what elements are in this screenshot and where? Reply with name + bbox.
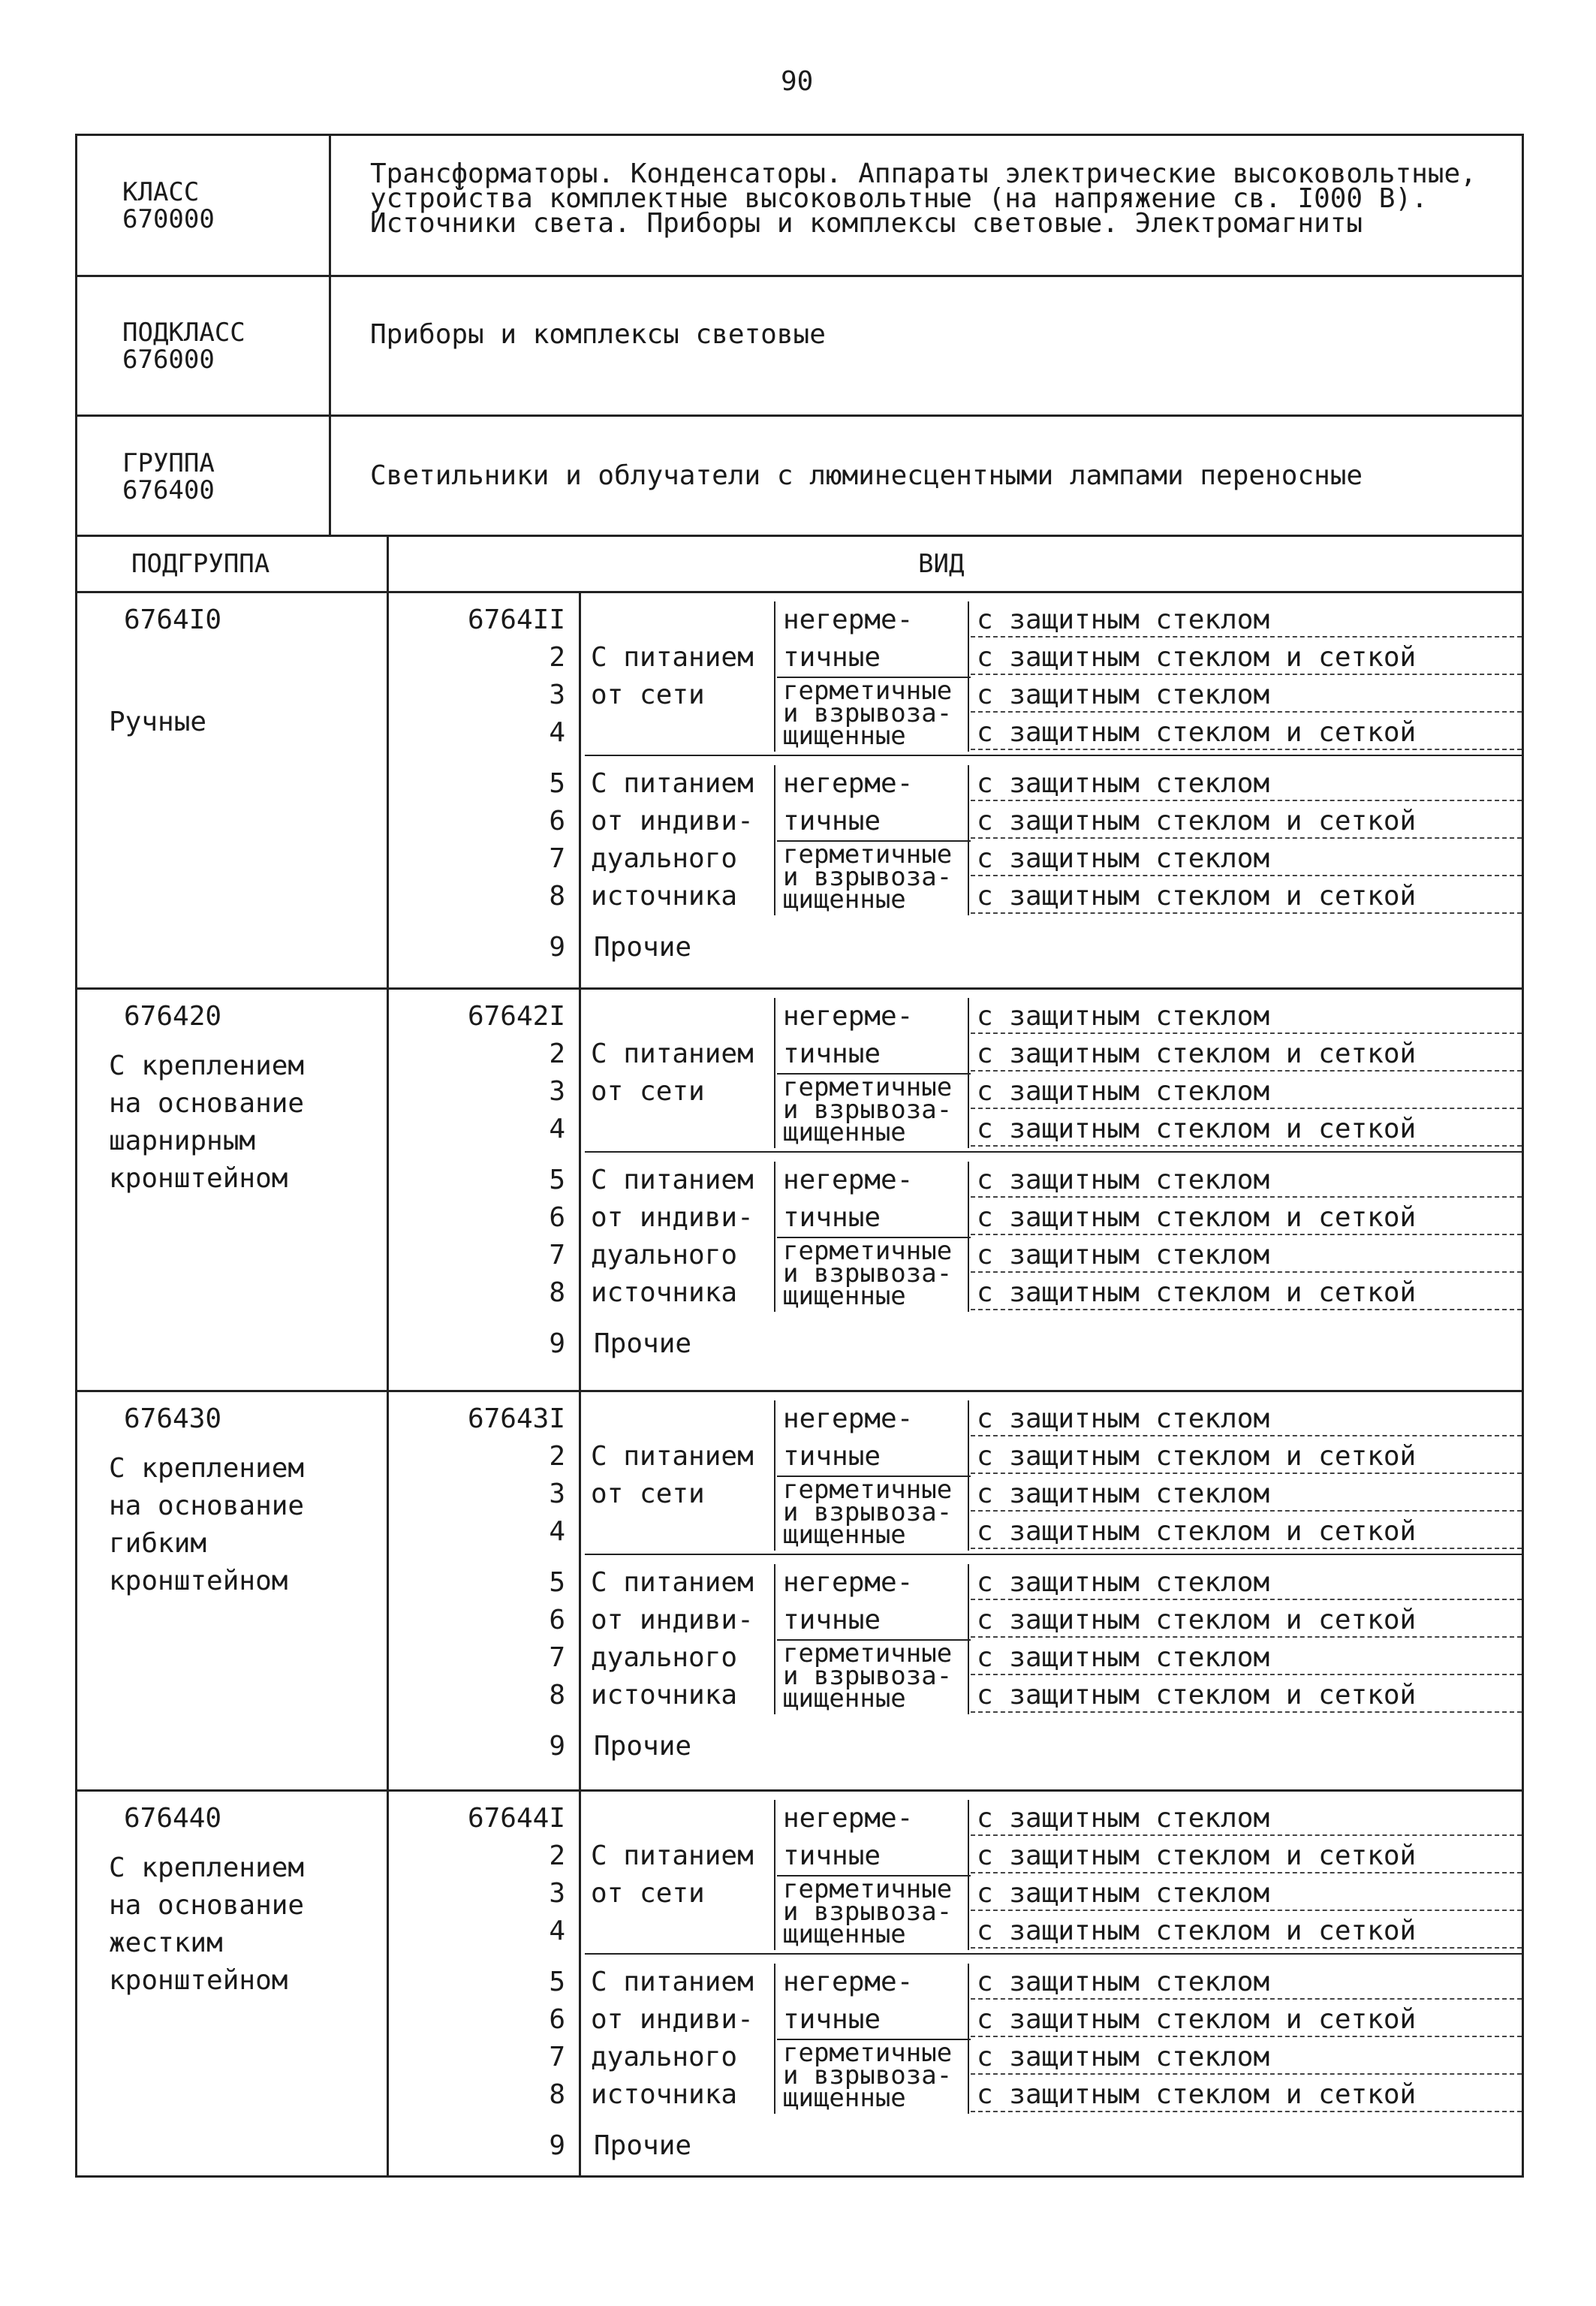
code-suffix: 9 bbox=[549, 1731, 565, 1762]
power-individual-line: от индиви- bbox=[591, 806, 754, 836]
power-individual-line: от индиви- bbox=[591, 1605, 754, 1635]
seal-separator bbox=[777, 1073, 971, 1075]
power-individual-line: С питанием bbox=[591, 768, 754, 799]
power-individual-line: дуального bbox=[591, 843, 738, 874]
subgroup-name-line: кронштейном bbox=[109, 1163, 288, 1194]
other-label: Прочие bbox=[594, 1731, 692, 1762]
sealed-line: и взрывоза- bbox=[783, 1897, 953, 1927]
class-description bbox=[370, 158, 1507, 239]
option-glass-mesh: с защитным стеклом и сеткой bbox=[977, 1038, 1417, 1069]
code-suffix: 8 bbox=[549, 1680, 565, 1711]
nonsealed-line: тичные bbox=[783, 1441, 881, 1472]
seal-column-divider bbox=[774, 765, 775, 915]
power-individual-line: С питанием bbox=[591, 1165, 754, 1195]
subclass-block bbox=[75, 275, 1524, 414]
option-column-divider bbox=[968, 1162, 969, 1312]
code-suffix: 8 bbox=[549, 881, 565, 912]
option-glass-mesh: с защитным стеклом и сеткой bbox=[977, 1114, 1417, 1144]
subclass-description: Приборы и комплексы световые bbox=[370, 319, 826, 350]
group-code: 676400 bbox=[122, 475, 215, 505]
option-glass: с защитным стеклом bbox=[977, 2042, 1270, 2072]
nonsealed-line: негерме- bbox=[783, 1967, 914, 1997]
option-glass-mesh: с защитным стеклом и сеткой bbox=[977, 1840, 1417, 1871]
sealed-line: герметичные bbox=[783, 1638, 953, 1668]
sealed-line: и взрывоза- bbox=[783, 1497, 953, 1527]
other-label: Прочие bbox=[594, 932, 692, 963]
sealed-line: герметичные bbox=[783, 1072, 953, 1102]
sealed-line: герметичные bbox=[783, 2038, 953, 2068]
code-suffix: 5 bbox=[549, 1967, 565, 1997]
nonsealed-line: негерме- bbox=[783, 1803, 914, 1834]
option-glass-mesh: с защитным стеклом и сеткой bbox=[977, 2079, 1417, 2110]
code-suffix: 4 bbox=[549, 717, 565, 748]
option-separator bbox=[971, 1599, 1522, 1600]
sealed-line: и взрывоза- bbox=[783, 1661, 953, 1691]
option-glass-mesh: с защитным стеклом и сеткой bbox=[977, 1441, 1417, 1472]
code-suffix: 4 bbox=[549, 1114, 565, 1144]
sealed-line: щищенные bbox=[783, 2083, 906, 2113]
power-individual-line: С питанием bbox=[591, 1567, 754, 1598]
option-separator bbox=[971, 1834, 1522, 1836]
nonsealed-line: негерме- bbox=[783, 1567, 914, 1598]
sealed-line: герметичные bbox=[783, 1475, 953, 1505]
classification-table bbox=[75, 535, 1524, 2178]
seal-column-divider bbox=[774, 1964, 775, 2114]
option-glass: с защитным стеклом bbox=[977, 1403, 1270, 1434]
sealed-line: и взрывоза- bbox=[783, 1095, 953, 1125]
option-column-divider bbox=[968, 601, 969, 752]
seal-column-divider bbox=[774, 1162, 775, 1312]
seal-separator bbox=[777, 1639, 971, 1641]
option-glass-mesh: с защитным стеклом и сеткой bbox=[977, 1605, 1417, 1635]
code-suffix: 9 bbox=[549, 932, 565, 963]
full-code: 67644I bbox=[467, 1803, 565, 1834]
seal-column-divider bbox=[774, 601, 775, 752]
nonsealed-line: тичные bbox=[783, 1605, 881, 1635]
option-column-divider bbox=[968, 1964, 969, 2114]
option-column-divider bbox=[968, 1400, 969, 1551]
code-suffix: 6 bbox=[549, 1605, 565, 1635]
subgroup-name-line: Ручные bbox=[109, 707, 207, 737]
subgroup-name-line: на основание bbox=[109, 1491, 305, 1521]
code-suffix: 3 bbox=[549, 1076, 565, 1107]
sealed-line: герметичные bbox=[783, 1236, 953, 1266]
section-divider bbox=[77, 987, 1522, 990]
option-glass: с защитным стеклом bbox=[977, 1240, 1270, 1271]
power-network-line: от сети bbox=[591, 680, 705, 710]
option-separator bbox=[971, 1548, 1522, 1549]
option-glass: с защитным стеклом bbox=[977, 1165, 1270, 1195]
option-separator bbox=[971, 1674, 1522, 1675]
option-separator bbox=[971, 1473, 1522, 1474]
code-suffix: 5 bbox=[549, 1165, 565, 1195]
option-glass: с защитным стеклом bbox=[977, 1567, 1270, 1598]
seal-separator bbox=[777, 840, 971, 842]
code-suffix: 4 bbox=[549, 1516, 565, 1547]
option-glass: с защитным стеклом bbox=[977, 1001, 1270, 1032]
option-separator bbox=[971, 1872, 1522, 1873]
option-glass: с защитным стеклом bbox=[977, 1479, 1270, 1509]
power-individual-line: источника bbox=[591, 1680, 738, 1711]
seal-column-divider bbox=[774, 1564, 775, 1714]
code-column-divider bbox=[579, 591, 581, 2175]
option-separator bbox=[971, 1636, 1522, 1638]
option-separator bbox=[971, 1711, 1522, 1713]
power-block-divider bbox=[585, 1953, 1522, 1955]
subgroup-name-line: С креплением bbox=[109, 1453, 305, 1484]
section-divider bbox=[77, 1390, 1522, 1392]
option-column-divider bbox=[968, 1564, 969, 1714]
subgroup-name-line: кронштейном bbox=[109, 1965, 288, 1996]
power-individual-line: источника bbox=[591, 2079, 738, 2110]
sealed-line: щищенные bbox=[783, 721, 906, 751]
option-column-divider bbox=[968, 998, 969, 1148]
sealed-line: щищенные bbox=[783, 1520, 906, 1550]
nonsealed-line: негерме- bbox=[783, 768, 914, 799]
sealed-line: и взрывоза- bbox=[783, 2060, 953, 2090]
option-glass-mesh: с защитным стеклом и сеткой bbox=[977, 2004, 1417, 2035]
seal-separator bbox=[777, 1476, 971, 1477]
power-block-divider bbox=[585, 1554, 1522, 1555]
option-separator bbox=[971, 2073, 1522, 2075]
code-suffix: 5 bbox=[549, 1567, 565, 1598]
subgroup-column-divider bbox=[387, 537, 389, 2175]
option-separator bbox=[971, 1510, 1522, 1512]
sealed-line: герметичные bbox=[783, 1874, 953, 1904]
sealed-line: щищенные bbox=[783, 1281, 906, 1311]
code-suffix: 9 bbox=[549, 1328, 565, 1359]
option-separator bbox=[971, 1108, 1522, 1109]
sealed-line: герметичные bbox=[783, 840, 953, 870]
subgroup-code: 676430 bbox=[124, 1403, 222, 1434]
group-description: Светильники и облучатели с люминесцентными лампами переносные bbox=[370, 460, 1363, 491]
code-suffix: 5 bbox=[549, 768, 565, 799]
subclass-code: 676000 bbox=[122, 344, 215, 375]
class-block bbox=[75, 134, 1524, 275]
code-suffix: 7 bbox=[549, 2042, 565, 2072]
other-label: Прочие bbox=[594, 1328, 692, 1359]
option-separator bbox=[971, 800, 1522, 801]
full-code: 67643I bbox=[467, 1403, 565, 1434]
code-suffix: 3 bbox=[549, 680, 565, 710]
nonsealed-line: тичные bbox=[783, 2004, 881, 2035]
option-glass-mesh: с защитным стеклом и сеткой bbox=[977, 1516, 1417, 1547]
code-suffix: 2 bbox=[549, 1038, 565, 1069]
group-label: ГРУППА bbox=[122, 448, 215, 478]
full-code: 6764II bbox=[467, 604, 565, 635]
option-glass-mesh: с защитным стеклом и сеткой bbox=[977, 881, 1417, 912]
class-line: устройства комплектные высоковольтные (на напряжение св. I000 В). bbox=[370, 183, 1428, 214]
code-suffix: 6 bbox=[549, 1202, 565, 1233]
subgroup-code: 676420 bbox=[124, 1001, 222, 1032]
sealed-line: щищенные bbox=[783, 885, 906, 915]
nonsealed-line: негерме- bbox=[783, 1165, 914, 1195]
sealed-line: щищенные bbox=[783, 1919, 906, 1949]
power-individual-line: источника bbox=[591, 1277, 738, 1308]
group-label-cell bbox=[77, 417, 331, 536]
nonsealed-line: негерме- bbox=[783, 1403, 914, 1434]
code-suffix: 2 bbox=[549, 642, 565, 673]
power-network-line: от сети bbox=[591, 1076, 705, 1107]
power-individual-line: С питанием bbox=[591, 1967, 754, 1997]
option-separator bbox=[971, 837, 1522, 839]
option-separator bbox=[971, 749, 1522, 750]
option-separator bbox=[971, 1910, 1522, 1911]
code-suffix: 4 bbox=[549, 1916, 565, 1946]
nonsealed-line: тичные bbox=[783, 1840, 881, 1871]
seal-separator bbox=[777, 1237, 971, 1238]
code-suffix: 8 bbox=[549, 1277, 565, 1308]
seal-column-divider bbox=[774, 998, 775, 1148]
option-glass-mesh: с защитным стеклом и сеткой bbox=[977, 1277, 1417, 1308]
option-glass-mesh: с защитным стеклом и сеткой bbox=[977, 642, 1417, 673]
option-glass-mesh: с защитным стеклом и сеткой bbox=[977, 806, 1417, 836]
code-suffix: 7 bbox=[549, 1642, 565, 1673]
sealed-line: и взрывоза- bbox=[783, 1259, 953, 1289]
option-glass: с защитным стеклом bbox=[977, 843, 1270, 874]
class-line: Источники света. Приборы и комплексы световые. Электромагниты bbox=[370, 208, 1363, 239]
option-separator bbox=[971, 674, 1522, 675]
code-suffix: 8 bbox=[549, 2079, 565, 2110]
option-glass-mesh: с защитным стеклом и сеткой bbox=[977, 717, 1417, 748]
nonsealed-line: негерме- bbox=[783, 604, 914, 635]
header-divider bbox=[77, 591, 1522, 593]
seal-separator bbox=[777, 677, 971, 678]
subgroup-name-line: на основание bbox=[109, 1890, 305, 1921]
nonsealed-line: тичные bbox=[783, 1038, 881, 1069]
sealed-line: и взрывоза- bbox=[783, 862, 953, 892]
col-header-kind: ВИД bbox=[918, 549, 965, 579]
option-separator bbox=[971, 636, 1522, 638]
group-block bbox=[75, 414, 1524, 536]
option-separator bbox=[971, 1998, 1522, 2000]
option-glass-mesh: с защитным стеклом и сеткой bbox=[977, 1680, 1417, 1711]
nonsealed-line: тичные bbox=[783, 806, 881, 836]
sealed-line: и взрывоза- bbox=[783, 698, 953, 728]
option-separator bbox=[971, 2036, 1522, 2037]
power-network-line: С питанием bbox=[591, 1038, 754, 1069]
option-column-divider bbox=[968, 765, 969, 915]
code-suffix: 7 bbox=[549, 843, 565, 874]
option-separator bbox=[971, 1435, 1522, 1436]
seal-separator bbox=[777, 2039, 971, 2040]
option-separator bbox=[971, 1070, 1522, 1072]
power-individual-line: дуального bbox=[591, 1240, 738, 1271]
code-suffix: 2 bbox=[549, 1840, 565, 1871]
option-separator bbox=[971, 1271, 1522, 1273]
seal-column-divider bbox=[774, 1800, 775, 1950]
code-suffix: 9 bbox=[549, 2130, 565, 2161]
subgroup-name-line: С креплением bbox=[109, 1051, 305, 1081]
option-separator bbox=[971, 1032, 1522, 1034]
power-network-line: С питанием bbox=[591, 642, 754, 673]
subclass-label: ПОДКЛАСС bbox=[122, 317, 245, 348]
code-suffix: 3 bbox=[549, 1878, 565, 1909]
power-individual-line: дуального bbox=[591, 1642, 738, 1673]
col-header-subgroup: ПОДГРУППА bbox=[131, 549, 270, 579]
sealed-line: герметичные bbox=[783, 676, 953, 706]
section-divider bbox=[77, 1789, 1522, 1792]
option-glass-mesh: с защитным стеклом и сеткой bbox=[977, 1202, 1417, 1233]
code-suffix: 7 bbox=[549, 1240, 565, 1271]
option-separator bbox=[971, 1145, 1522, 1147]
power-network-line: С питанием bbox=[591, 1840, 754, 1871]
option-glass: с защитным стеклом bbox=[977, 1878, 1270, 1909]
code-suffix: 2 bbox=[549, 1441, 565, 1472]
subclass-label-cell bbox=[77, 277, 331, 414]
class-code: 670000 bbox=[122, 203, 215, 234]
subgroup-code: 6764I0 bbox=[124, 604, 222, 635]
class-line: Трансформаторы. Конденсаторы. Аппараты электрические высоковольтные, bbox=[370, 158, 1477, 189]
power-individual-line: дуального bbox=[591, 2042, 738, 2072]
option-glass: с защитным стеклом bbox=[977, 1642, 1270, 1673]
page-number: 90 bbox=[781, 66, 814, 97]
full-code: 67642I bbox=[467, 1001, 565, 1032]
power-network-line: от сети bbox=[591, 1878, 705, 1909]
power-individual-line: источника bbox=[591, 881, 738, 912]
seal-separator bbox=[777, 1875, 971, 1876]
other-label: Прочие bbox=[594, 2130, 692, 2161]
subgroup-name-line: гибким bbox=[109, 1528, 207, 1559]
option-glass: с защитным стеклом bbox=[977, 1967, 1270, 1997]
code-suffix: 3 bbox=[549, 1479, 565, 1509]
subgroup-name-line: кронштейном bbox=[109, 1566, 288, 1596]
nonsealed-line: тичные bbox=[783, 1202, 881, 1233]
seal-column-divider bbox=[774, 1400, 775, 1551]
option-glass-mesh: с защитным стеклом и сеткой bbox=[977, 1916, 1417, 1946]
power-individual-line: от индиви- bbox=[591, 2004, 754, 2035]
nonsealed-line: тичные bbox=[783, 642, 881, 673]
code-suffix: 6 bbox=[549, 806, 565, 836]
subgroup-name-line: С креплением bbox=[109, 1852, 305, 1883]
option-separator bbox=[971, 711, 1522, 713]
sealed-line: щищенные bbox=[783, 1117, 906, 1147]
option-separator bbox=[971, 1234, 1522, 1235]
option-separator bbox=[971, 1947, 1522, 1949]
option-glass: с защитным стеклом bbox=[977, 1803, 1270, 1834]
subgroup-code: 676440 bbox=[124, 1803, 222, 1834]
power-block-divider bbox=[585, 755, 1522, 756]
power-network-line: С питанием bbox=[591, 1441, 754, 1472]
power-block-divider bbox=[585, 1151, 1522, 1153]
subgroup-name-line: шарнирным bbox=[109, 1126, 256, 1156]
subgroup-name-line: на основание bbox=[109, 1088, 305, 1119]
option-glass: с защитным стеклом bbox=[977, 680, 1270, 710]
code-suffix: 6 bbox=[549, 2004, 565, 2035]
option-glass: с защитным стеклом bbox=[977, 768, 1270, 799]
option-separator bbox=[971, 912, 1522, 914]
option-glass: с защитным стеклом bbox=[977, 1076, 1270, 1107]
subgroup-name-line: жестким bbox=[109, 1928, 223, 1958]
class-label: КЛАСС bbox=[122, 176, 200, 207]
option-column-divider bbox=[968, 1800, 969, 1950]
sealed-line: щищенные bbox=[783, 1684, 906, 1714]
option-separator bbox=[971, 875, 1522, 876]
power-individual-line: от индиви- bbox=[591, 1202, 754, 1233]
option-separator bbox=[971, 1196, 1522, 1198]
class-label-cell bbox=[77, 136, 331, 275]
option-glass: с защитным стеклом bbox=[977, 604, 1270, 635]
power-network-line: от сети bbox=[591, 1479, 705, 1509]
option-separator bbox=[971, 1309, 1522, 1310]
option-separator bbox=[971, 2111, 1522, 2112]
nonsealed-line: негерме- bbox=[783, 1001, 914, 1032]
